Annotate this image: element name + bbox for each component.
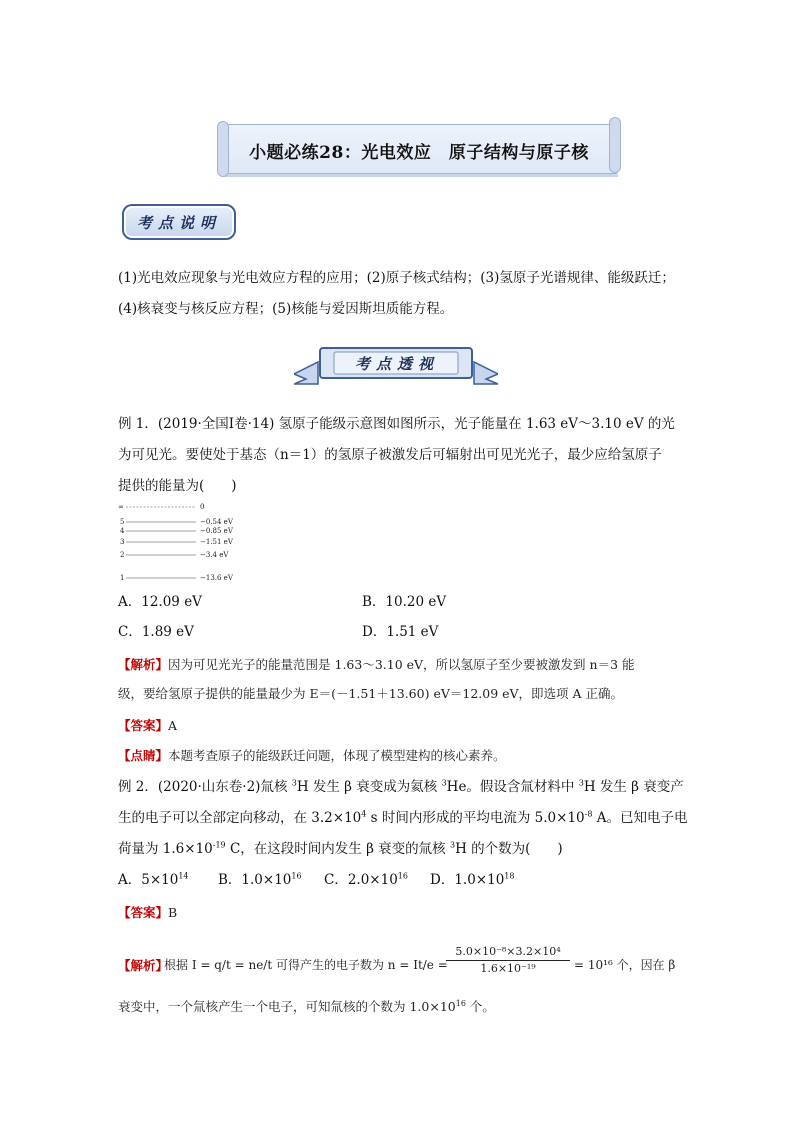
example2-text: 例 2．(2020·山东卷·2)氚核 bbox=[118, 779, 292, 795]
example2-text: H 的个数为( ) bbox=[455, 841, 563, 857]
section-badge-explanation bbox=[122, 204, 236, 240]
exponent: 18 bbox=[504, 871, 515, 881]
analysis-result-text: = 10¹⁶ 个，因在 β bbox=[574, 958, 676, 972]
level-n-2: 2 bbox=[120, 551, 125, 559]
example2-text: C，在这段时间内发生 β 衰变的氚核 bbox=[225, 841, 450, 857]
option-a[interactable]: A．12.09 eV bbox=[118, 594, 202, 610]
exponent: 16 bbox=[455, 998, 466, 1008]
option-b[interactable] bbox=[218, 870, 302, 890]
intro-line-1: (1)光电效应现象与光电效应方程的应用；(2)原子核式结构；(3)氢原子光谱规律、能级跃迁； bbox=[118, 270, 675, 286]
comment-1 bbox=[118, 746, 688, 766]
level-energy-3: −1.51 eV bbox=[200, 538, 233, 546]
example1-line-3: 提供的能量为( ) bbox=[118, 478, 237, 494]
option-label: A．5×10 bbox=[118, 872, 179, 888]
analysis-1-line-1 bbox=[118, 655, 688, 675]
level-n-5: 5 bbox=[120, 518, 125, 526]
example1-line-1: 例 1．(2019·全国Ⅰ卷·14) 氢原子能级示意图如图所示，光子能量在 1.63 eV～3.10 eV 的光 bbox=[118, 416, 675, 432]
level-energy-2: −3.4 eV bbox=[200, 551, 229, 559]
energy-level-diagram bbox=[116, 502, 266, 586]
comment-text: 本题考查原子的能级跃迁问题，体现了模型建构的核心素养。 bbox=[168, 748, 506, 763]
answer-tag: 【答案】 bbox=[118, 905, 169, 920]
option-label: B．1.0×10 bbox=[218, 872, 292, 888]
example2-text: He。假设含氚材料中 bbox=[446, 779, 579, 795]
analysis-2-line-2 bbox=[118, 997, 688, 1017]
analysis-tag: 【解析】 bbox=[118, 958, 169, 973]
analysis-text: 个。 bbox=[465, 999, 495, 1014]
option-label: D．1.0×10 bbox=[430, 872, 505, 888]
option-c[interactable] bbox=[324, 870, 408, 890]
option-d[interactable] bbox=[430, 870, 514, 890]
mass-number: 3 bbox=[578, 778, 584, 788]
level-n-3: 3 bbox=[120, 538, 125, 546]
level-energy-1: −13.6 eV bbox=[200, 574, 233, 582]
mass-number: 3 bbox=[449, 840, 456, 850]
fraction-numerator: 5.0×10⁻⁸×3.2×10⁴ bbox=[446, 944, 570, 961]
example2-line-3 bbox=[118, 839, 688, 859]
mass-number: 3 bbox=[441, 778, 447, 788]
analysis-text: 因为可见光光子的能量范围是 1.63～3.10 eV，所以氢原子至少要被激发到 n＝3 能 bbox=[168, 657, 635, 672]
level-n-inf: ∞ bbox=[118, 503, 124, 511]
comment-tag: 【点睛】 bbox=[118, 748, 169, 763]
example2-text: 生的电子可以全部定向移动，在 3.2×10 bbox=[118, 810, 362, 826]
answer-value: B bbox=[168, 905, 178, 920]
level-n-4: 4 bbox=[120, 527, 125, 535]
exponent: -8 bbox=[584, 809, 593, 819]
level-n-1: 1 bbox=[120, 574, 125, 582]
exponent: 14 bbox=[178, 871, 189, 881]
example1-line-2: 为可见光。要使处于基态（n＝1）的氢原子被激发后可辐射出可见光光子，最少应给氢原子 bbox=[118, 447, 662, 463]
page-title: 小题必练28：光电效应 原子结构与原子核 bbox=[249, 143, 589, 163]
mass-number: 3 bbox=[291, 778, 297, 788]
fraction-denominator: 1.6×10⁻¹⁹ bbox=[480, 962, 536, 975]
option-c[interactable]: C．1.89 eV bbox=[118, 624, 194, 640]
exponent: 16 bbox=[291, 871, 302, 881]
example2-line-2 bbox=[118, 808, 688, 828]
exponent: 16 bbox=[397, 871, 408, 881]
intro-line-2: (4)核衰变与核反应方程；(5)核能与爱因斯坦质能方程。 bbox=[118, 301, 454, 317]
example2-text: H 发生 β 衰变产 bbox=[583, 779, 684, 795]
answer-value: A bbox=[168, 718, 178, 733]
level-energy-inf: 0 bbox=[200, 503, 205, 511]
section-badge-label: 考点说明 bbox=[136, 214, 221, 232]
section-ribbon-label: 考点透视 bbox=[354, 355, 439, 373]
answer-2 bbox=[118, 903, 688, 923]
fraction bbox=[446, 944, 570, 977]
answer-tag: 【答案】 bbox=[118, 718, 169, 733]
analysis-formula-text: 根据 I = q/t = ne/t 可得产生的电子数为 n = It/e = bbox=[164, 958, 448, 972]
analysis-text: 衰变中，一个氚核产生一个电子，可知氚核的个数为 1.0×10 bbox=[118, 999, 456, 1014]
analysis-2-line-1 bbox=[118, 945, 688, 984]
option-label: C．2.0×10 bbox=[324, 872, 398, 888]
exponent: 4 bbox=[361, 809, 367, 819]
example2-text: A。已知电子电 bbox=[592, 810, 688, 826]
example2-text: s 时间内形成的平均电流为 5.0×10 bbox=[366, 810, 585, 826]
example2-text: H 发生 β 衰变成为氦核 bbox=[296, 779, 442, 795]
example2-line-1 bbox=[118, 777, 688, 797]
analysis-1-line-2: 级，要给氢原子提供的能量最少为 E＝(－1.51＋13.60) eV＝12.09 eV，即选项 A 正确。 bbox=[118, 686, 624, 701]
option-b[interactable]: B．10.20 eV bbox=[362, 594, 447, 610]
title-banner bbox=[222, 124, 616, 174]
exponent: -19 bbox=[212, 840, 226, 850]
option-d[interactable]: D．1.51 eV bbox=[362, 624, 439, 640]
level-energy-5: −0.54 eV bbox=[200, 518, 233, 526]
example2-text: 荷量为 1.6×10 bbox=[118, 841, 213, 857]
analysis-tag: 【解析】 bbox=[118, 657, 169, 672]
level-energy-4: −0.85 eV bbox=[200, 527, 233, 535]
option-a[interactable] bbox=[118, 870, 189, 890]
answer-1 bbox=[118, 716, 688, 736]
